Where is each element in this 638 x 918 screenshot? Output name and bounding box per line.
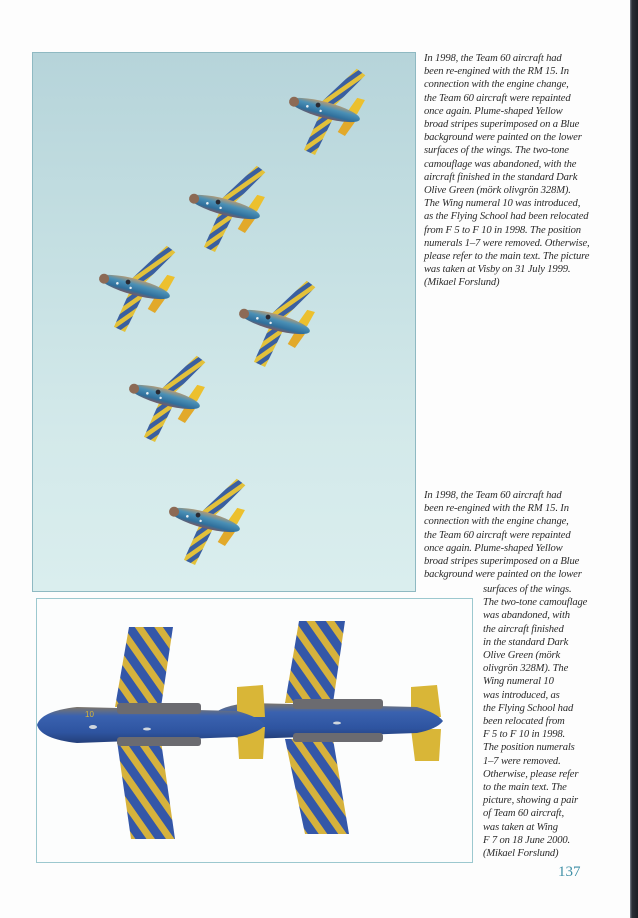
pair-illustration	[37, 599, 473, 863]
caption-line: camouflage was abandoned, with the	[424, 158, 577, 170]
caption-line: been re-engined with the RM 15. In	[424, 503, 569, 515]
caption-line: surfaces of the wings. The two-tone	[424, 145, 569, 157]
aircraft-4	[227, 266, 322, 376]
caption-line: broad stripes superimposed on a Blue	[424, 556, 580, 568]
caption-line: been re-engined with the RM 15. In	[424, 66, 569, 78]
caption-line: Olive Green (mörk	[483, 650, 561, 662]
aircraft-3	[87, 231, 182, 341]
caption-line: surfaces of the wings.	[483, 584, 572, 595]
caption-line: been relocated from	[483, 716, 565, 728]
aircraft-6	[157, 464, 252, 574]
caption-line: from F 5 to F 10 in 1998. The position	[424, 224, 581, 236]
caption-line: The position numerals	[483, 742, 575, 754]
caption-line: was introduced, as	[483, 689, 560, 701]
caption-line: was abandoned, with	[483, 610, 570, 622]
caption-line: The two-tone camouflage	[483, 597, 588, 609]
caption-line: the Team 60 aircraft were repainted	[424, 529, 571, 541]
caption-line: (Mikael Forslund)	[483, 848, 559, 860]
caption-line: 1–7 were removed.	[483, 755, 561, 767]
caption-line: Olive Green (mörk olivgrön 328M).	[424, 185, 571, 197]
caption-line: as the Flying School had been relocated	[424, 211, 589, 223]
aircraft-2	[177, 151, 272, 261]
caption-line: Otherwise, please refer	[483, 768, 579, 780]
caption-line: olivgrön 328M). The	[483, 663, 569, 675]
nose-marking: 10	[85, 710, 94, 719]
caption-line: of Team 60 aircraft,	[483, 808, 564, 820]
caption-line: F 5 to F 10 in 1998.	[483, 729, 566, 741]
caption-line: aircraft finished in the standard Dark	[424, 171, 578, 183]
caption-line: In 1998, the Team 60 aircraft had	[424, 490, 562, 501]
caption-line: background were painted on the lower	[424, 132, 582, 144]
caption-line: connection with the engine change,	[424, 79, 569, 91]
caption-line: broad stripes superimposed on a Blue	[424, 119, 580, 131]
caption-line: background were painted on the lower	[424, 569, 582, 581]
aircraft-left	[37, 627, 265, 839]
caption-line: once again. Plume-shaped Yellow	[424, 105, 563, 117]
aircraft-1	[277, 54, 372, 164]
caption-line: the Flying School had	[483, 702, 574, 714]
caption-line: in the standard Dark	[483, 636, 569, 648]
caption-line: please refer to the main text. The picture	[424, 251, 590, 263]
caption-line: picture, showing a pair	[483, 795, 579, 807]
caption-line: the Team 60 aircraft were repainted	[424, 92, 571, 104]
caption-line: numerals 1–7 were removed. Otherwise,	[424, 237, 590, 249]
photo-formation-six-aircraft	[32, 52, 416, 592]
page-binding-edge	[630, 0, 638, 918]
caption-line: to the main text. The	[483, 782, 567, 794]
caption-line: was taken at Visby on 31 July 1999.	[424, 264, 571, 276]
caption-line: In 1998, the Team 60 aircraft had	[424, 53, 562, 64]
caption-line: F 7 on 18 June 2000.	[483, 834, 571, 846]
page-number: 137	[558, 864, 581, 880]
caption-line: connection with the engine change,	[424, 516, 569, 528]
caption-line: Wing numeral 10	[483, 676, 554, 688]
formation-illustration	[32, 52, 416, 592]
caption-bottom-photo-narrow	[483, 583, 603, 860]
aircraft-5	[117, 341, 212, 451]
photo-pair-of-aircraft	[36, 598, 473, 863]
caption-bottom-photo-wide	[424, 489, 604, 581]
caption-line: (Mikael Forslund)	[424, 277, 500, 289]
caption-line: The Wing numeral 10 was introduced,	[424, 198, 581, 210]
caption-line: was taken at Wing	[483, 821, 558, 833]
caption-line: once again. Plume-shaped Yellow	[424, 542, 563, 554]
caption-top-photo	[424, 52, 604, 290]
caption-line: the aircraft finished	[483, 623, 564, 635]
